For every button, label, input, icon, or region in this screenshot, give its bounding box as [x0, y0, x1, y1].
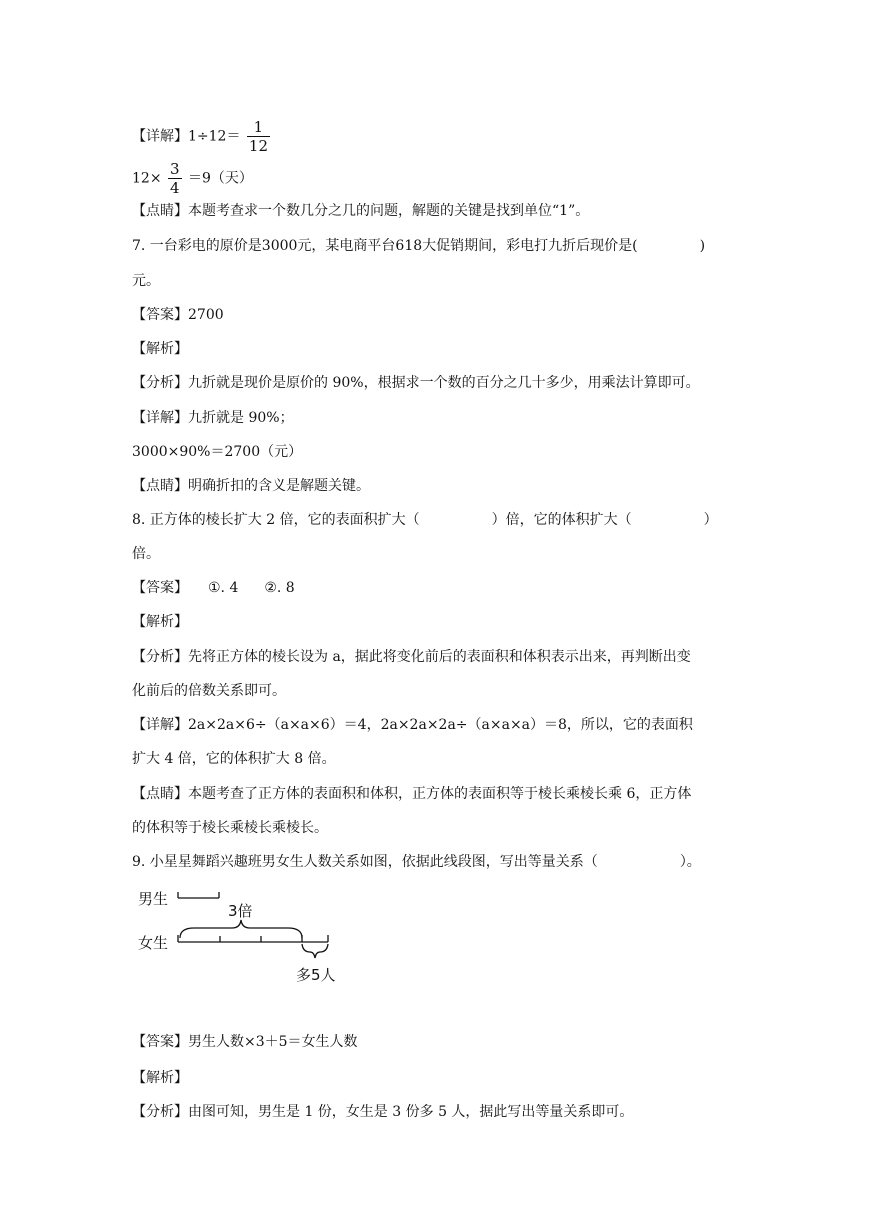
fraction-denominator: 12	[248, 137, 268, 155]
analyze-text: 九折就是现价是原价的 90%，根据求一个数的百分之几十多少，用乘法计算即可。	[188, 375, 700, 391]
comment-text: 明确折扣的含义是解题关键。	[188, 478, 370, 494]
q7-detail-2: 3000×90%＝2700（元）	[132, 444, 303, 460]
comment-text: 本题考查了正方体的表面积和体积，正方体的表面积等于棱长乘棱长乘 6，正方体	[188, 786, 692, 802]
q8-answer	[132, 578, 295, 598]
fraction-1-12	[247, 118, 270, 155]
times-label: 3倍	[228, 902, 253, 920]
detail-label: 【详解】	[132, 717, 188, 733]
answer-2: ②. 8	[264, 580, 295, 596]
question-text-a: 8. 正方体的棱长扩大 2 倍，它的表面积扩大（	[132, 512, 420, 528]
detail-expression: 1÷12＝	[188, 128, 241, 145]
q8-question	[132, 510, 718, 530]
more-label: 多5人	[296, 966, 336, 984]
q7-question-cont: 元。	[132, 273, 160, 289]
analyze-label: 【分析】	[132, 1104, 188, 1120]
question-text-b: ）倍，它的体积扩大（	[491, 512, 632, 528]
q6-comment	[132, 201, 589, 221]
q8-analyze-2: 化前后的倍数关系即可。	[132, 683, 286, 699]
analyze-label: 【分析】	[132, 649, 188, 665]
times-brace	[180, 920, 302, 938]
analyze-label: 【分析】	[132, 375, 188, 391]
comment-label: 【点睛】	[132, 478, 188, 494]
analyze-text: 先将正方体的棱长设为 a，据此将变化前后的表面积和体积表示出来，再判断出变	[188, 649, 691, 665]
q6-detail-line	[132, 118, 272, 155]
comment-label: 【点睛】	[132, 786, 188, 802]
answer-value: 2700	[188, 307, 224, 323]
q7-analyze	[132, 373, 700, 393]
answer-value: 男生人数×3＋5＝女生人数	[188, 1034, 358, 1050]
question-close: ）。	[679, 854, 701, 870]
q9-analyze	[132, 1102, 633, 1122]
detail-text: 九折就是 90%；	[188, 410, 294, 426]
answer-label: 【答案】	[132, 580, 188, 596]
question-text-c: ）	[703, 512, 718, 528]
q8-analysis-label: 【解析】	[132, 614, 188, 630]
more-brace	[302, 944, 328, 958]
q8-analyze	[132, 647, 691, 667]
question-text: 7. 一台彩电的原价是3000元，某电商平台618大促销期间，彩电打九折后现价是(	[132, 238, 638, 254]
q7-comment	[132, 476, 370, 496]
q9-analysis-label: 【解析】	[132, 1070, 188, 1086]
q7-detail	[132, 408, 294, 428]
boys-segment	[178, 892, 219, 898]
q8-detail-2: 扩大 4 倍，它的体积扩大 8 倍。	[132, 751, 336, 767]
girls-segment	[178, 935, 328, 942]
boys-label: 男生	[138, 890, 169, 908]
fraction-numerator: 3	[170, 160, 180, 178]
detail-label: 【详解】	[132, 410, 188, 426]
q7-answer	[132, 305, 224, 325]
q7-analysis-label: 【解析】	[132, 341, 188, 357]
answer-label: 【答案】	[132, 307, 188, 323]
comment-text: 本题考查求一个数几分之几的问题，解题的关键是找到单位“1”。	[188, 203, 590, 219]
expression-prefix: 12×	[132, 170, 162, 187]
q7-question	[132, 236, 705, 256]
expression-suffix: ＝9（天）	[188, 170, 253, 187]
q8-comment-2: 的体积等于棱长乘棱长乘棱长。	[132, 820, 328, 836]
analyze-text: 由图可知，男生是 1 份，女生是 3 份多 5 人，据此写出等量关系即可。	[188, 1104, 634, 1120]
question-close: )	[699, 238, 706, 254]
answer-label: 【答案】	[132, 1034, 188, 1050]
line-segment-diagram	[136, 880, 356, 990]
comment-label: 【点睛】	[132, 203, 188, 219]
q9-question	[132, 852, 701, 872]
fraction-3-4	[168, 160, 182, 197]
q8-comment	[132, 784, 691, 804]
fraction-denominator: 4	[170, 179, 180, 197]
q6-detail-line-2	[132, 160, 253, 197]
q8-question-cont: 倍。	[132, 546, 160, 562]
q8-detail	[132, 715, 693, 735]
q9-answer	[132, 1032, 358, 1052]
question-text: 9. 小星星舞蹈兴趣班男女生人数关系如图，依据此线段图，写出等量关系（	[132, 854, 598, 870]
detail-label: 【详解】	[132, 128, 188, 145]
detail-text: 2a×2a×6÷（a×a×6）＝4，2a×2a×2a÷（a×a×a）＝8，所以，它的表面积	[188, 717, 693, 733]
girls-label: 女生	[138, 934, 169, 952]
answer-1: ①. 4	[208, 580, 239, 596]
fraction-numerator: 1	[247, 118, 270, 137]
